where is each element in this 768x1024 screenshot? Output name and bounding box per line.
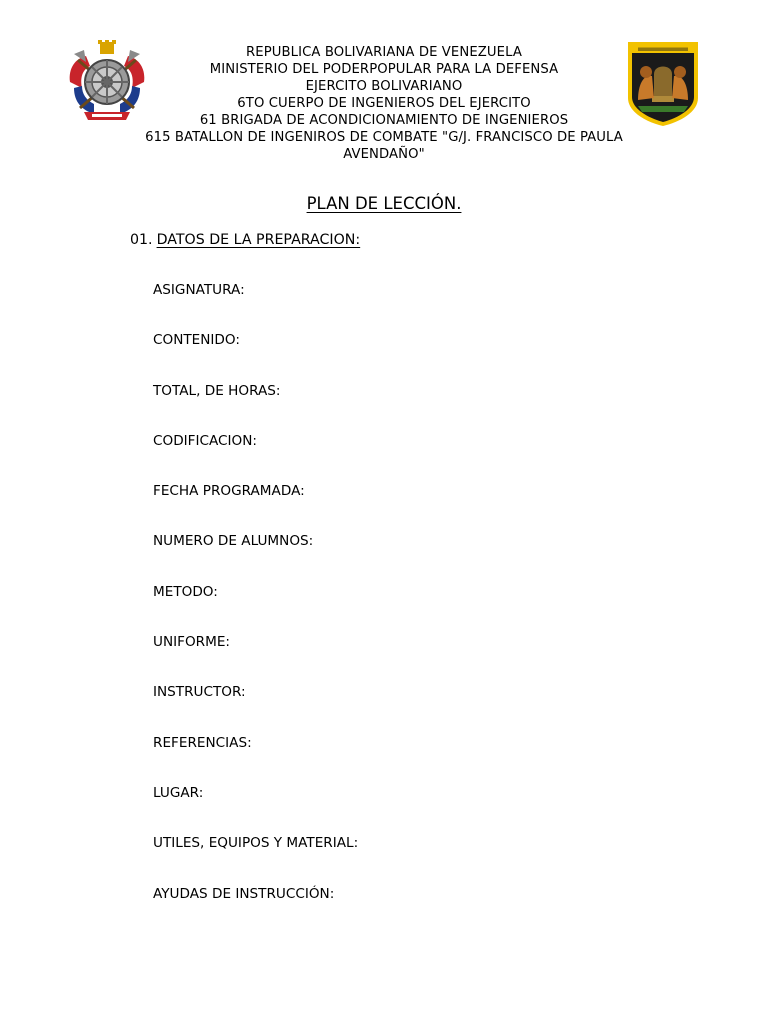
field-label-uniforme: UNIFORME: bbox=[153, 634, 230, 651]
page-title: PLAN DE LECCIÓN. bbox=[306, 194, 462, 213]
field-label-lugar: LUGAR: bbox=[153, 784, 204, 801]
engineers-emblem-icon bbox=[64, 38, 150, 124]
header-line-brigade: 61 BRIGADA DE ACONDICIONAMIENTO DE INGENIEROS bbox=[199, 113, 569, 128]
letterhead bbox=[140, 44, 628, 163]
field-list bbox=[153, 280, 358, 934]
section-heading bbox=[130, 230, 360, 250]
field-label-instructor: INSTRUCTOR: bbox=[153, 684, 246, 701]
field-label-numero-alumnos: NUMERO DE ALUMNOS: bbox=[153, 533, 314, 550]
header-line-ministry: MINISTERIO DEL PODERPOPULAR PARA LA DEFENSA bbox=[209, 62, 559, 77]
field-label-referencias: REFERENCIAS: bbox=[153, 734, 252, 751]
field-label-fecha-programada: FECHA PROGRAMADA: bbox=[153, 483, 305, 500]
field-label-metodo: METODO: bbox=[153, 583, 218, 600]
battalion-shield-icon bbox=[626, 40, 700, 128]
header-line-corps: 6TO CUERPO DE INGENIEROS DEL EJERCITO bbox=[237, 96, 531, 111]
header-line-army: EJERCITO BOLIVARIANO bbox=[305, 79, 463, 94]
header-line-republic: REPUBLICA BOLIVARIANA DE VENEZUELA bbox=[246, 45, 522, 60]
field-label-asignatura: ASIGNATURA: bbox=[153, 282, 245, 298]
section-label: DATOS DE LA PREPARACION: bbox=[156, 232, 361, 248]
field-label-ayudas-instruccion: AYUDAS DE INSTRUCCIÓN: bbox=[153, 885, 335, 902]
field-label-utiles-equipos: UTILES, EQUIPOS Y MATERIAL: bbox=[153, 835, 359, 852]
field-label-total-horas: TOTAL, DE HORAS: bbox=[153, 382, 281, 399]
field-label-contenido: CONTENIDO: bbox=[153, 332, 240, 349]
header-line-battalion: 615 BATALLON DE INGENIROS DE COMBATE "G/J. FRANCISCO DE PAULA AVENDAÑO" bbox=[145, 130, 623, 162]
field-label-codificacion: CODIFICACION: bbox=[153, 432, 257, 449]
section-number: 01. bbox=[130, 232, 153, 248]
